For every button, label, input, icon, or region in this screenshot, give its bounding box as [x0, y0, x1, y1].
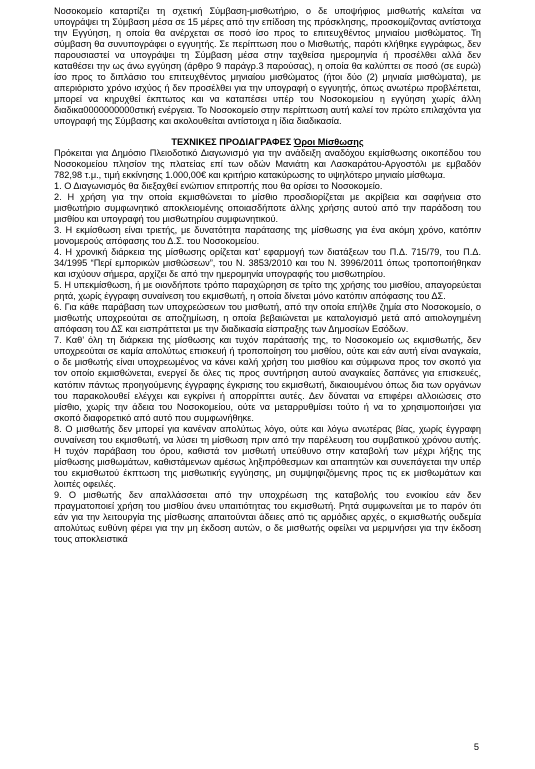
- section-heading-underlined: Όροι Μίσθωσης: [293, 136, 364, 147]
- term-item: 9. Ο μισθωτής δεν απαλλάσσεται από την υποχρέωση της καταβολής του ενοικίου εάν δεν πραγματοποιεί χρήση του μισθίου άνευ υπαιτιότητας του εκμισθωτή. Ρητά συμφωνείται με το παρόν ότι εάν για την λειτουργία της μίσθωσης απαιτούνται άδειες από τις αρμόδιες αρχές, ο εκμισθωτής ουδεμία απολύτως ευθύνη φέρει για την μη έκδοση αυτών, ο δε μισθωτής οφείλει να μεριμνήσει για την έκδοση τους αποκλειστικά: [54, 489, 481, 545]
- term-item: 4. Η χρονική διάρκεια της μίσθωσης ορίζεται κατ’ εφαρμογή των διατάξεων του Π.Δ. 715/79, του Π.Δ. 34/1995 “Περί εμπορικών μισθώσεων”, του Ν. 3853/2010 και του Ν. 3996/2011 όπως τροποποιήθηκαν και ισχύουν σήμερα, αρχίζει δε από την ημερομηνία υπογραφής του μισθωτηρίου.: [54, 246, 481, 280]
- section-heading: [54, 137, 481, 148]
- term-item: 1. Ο Διαγωνισμός θα διεξαχθεί ενώπιον επιτροπής που θα ορίσει το Νοσοκομείο.: [54, 180, 383, 191]
- section-heading-prefix: ΤΕΧΝΙΚΕΣ ΠΡΟΔΙΑΓΡΑΦΕΣ: [171, 136, 294, 147]
- term-item: 5. Η υπεκμίσθωση, ή με οιονδήποτε τρόπο παραχώρηση σε τρίτο της χρήσης του μισθίου, απαγορεύεται ρητά, χωρίς έγγραφη συναίνεση του εκμισθωτή, η οποία δίνεται μόνο κατόπιν απόφασης του ΔΣ.: [54, 280, 481, 302]
- term-item: 2. Η χρήση για την οποία εκμισθώνεται το μίσθιο προσδιορίζεται με ακρίβεια και σαφήνεια στο μισθωτήριο συμφωνητικό αποκλειομένης οποιασδήποτε άλλης χρήσης αυτού από την παράδοση του μισθίου και υπογραφή του μισθωτηρίου συμφωνητικού.: [54, 191, 481, 224]
- intro-paragraph: Νοσοκομείο καταρτίζει τη σχετική Σύμβαση-μισθωτήριο, ο δε υποψήφιος μισθωτής καλείται να υπογράψει τη Σύμβαση μέσα σε 15 μέρες από την επίδοση της πρόσκλησης, προσκομίζοντας αντίστοιχα την Εγγύηση, η οποία θα ανέρχεται σε ποσό ίσο προς το επιτευχθέντος μηνιαίου μισθώματος. Τη σύμβαση θα συνυπογράφει ο εγγυητής. Σε περίπτωση που ο Μισθωτής, παρότι κλήθηκε εγγράφως, δεν παρουσιαστεί να υπογράψει τη Σύμβαση μέσα στην ταχθείσα ημερομηνία ή προσέλθει αλλά δεν καταθέσει την ως άνω εγγύηση (άρθρο 9 παράγρ.3 παρούσας), η οποία θα καλύπτει σε ποσό (σε ευρώ) ίσο προς το διπλάσιο του επιτευχθέντος μηνιαίου μισθώματος (ήτοι δύο (2) μηνιαία μισθώματα), με απεριόριστο χρόνο ισχύος ή δεν προσέλθει για την υπογραφή ο εγγυητής, όπως ανωτέρω προβλέπεται, μπορεί να κηρυχθεί έκπτωτος και να καταπέσει υπέρ του Νοσοκομείου η εγγύηση χωρίς άλλη διαδικα0000000000στική ενέργεια. Το Νοσοκομείο στην περίπτωση αυτή καλεί τον πρώτο επιλαχόντα για υπογραφή της Σύμβασης και ακολουθείται αντίστοιχα η ίδια διαδικασία.: [54, 6, 481, 127]
- page-number: 5: [473, 742, 479, 752]
- term-item: 7. Καθ’ όλη τη διάρκεια της μίσθωσης και τυχόν παράτασής της, το Νοσοκομείο ως εκμισθωτής, δεν υποχρεούται σε καμία απολύτως επισκευή ή τροποποίηση του μισθίου, ούτε και εάν αυτή είναι αναγκαία, ο δε μισθωτής είναι υποχρεωμένος να κάνει καλή χρήση του μισθίου και σύμφωνα προς τον σκοπό για τον οποίο εκμισθώνεται, ενεργεί δε όλες τις προς συντήρηση αυτού αναγκαίες δαπάνες για επισκευές, κατόπιν πάντως προηγούμενης έγγραφης έγκρισης του εκμισθωτή, δικαιουμένου όπως δια των οργάνων του παρακολουθεί ελέγχει και εγκρίνει ή απορρίπτει αυτές. Δεν δύναται να επιφέρει αλλοιώσεις στο μίσθιο, χωρίς την άδεια του Νοσοκομείου, ούτε να μεταρρυθμίσει τούτο ή να το χρησιμοποιήσει για σκοπό διαφορετικό από αυτό που συμφωνήθηκε.: [54, 335, 481, 423]
- spacer: [54, 128, 481, 137]
- term-item: 3. Η εκμίσθωση είναι τριετής, με δυνατότητα παράτασης της μίσθωσης για ένα ακόμη χρόνο, κατόπιν μονομερούς απόφασης του Δ.Σ. του Νοσοκομείου.: [54, 224, 481, 246]
- term-item: 6. Για κάθε παράβαση των υποχρεώσεων του μισθωτή, από την οποία επήλθε ζημία στο Νοσοκομείο, ο μισθωτής υποχρεούται σε αποζημίωση, η οποία βεβαιώνεται με καταλογισμό μετά από αιτιολογημένη απόφαση του ΔΣ και εισπράττεται με την διαδικασία είσπραξης των Δημοσίων Εσόδων.: [54, 302, 481, 335]
- section-intro-paragraph: Πρόκειται για Δημόσιο Πλειοδοτικό Διαγωνισμό για την ανάδειξη αναδόχου εκμίσθωσης οικοπέδου του Νοσοκομείου πλησίον της πλατείας επί των οδών Μανιάτη και Λασκαράτου-Αργοστόλι με εμβαδόν 782,98 τ.μ., τιμή εκκίνησης 1.000,00€ και κριτήριο κατακύρωσης το υψηλότερο μηνιαίο μίσθωμα.: [54, 147, 481, 180]
- term-item: 8. Ο μισθωτής δεν μπορεί για κανέναν απολύτως λόγο, ούτε και λόγω ανωτέρας βίας, χωρίς έγγραφη συναίνεση του εκμισθωτή, να λύσει τη μίσθωση πριν από την παρέλευση του συμβατικού χρόνου αυτής. Η τυχόν παράβαση του όρου, καθιστά τον μισθωτή υπεύθυνο στην καταβολή των μέχρι λήξης της μίσθωσης μισθωμάτων, καθιστάμενων αμέσως ληξιπρόθεσμων και απαιτητών και συνεπάγεται την υπέρ του εκμισθωτού έκπτωση της μισθωτικής εγγύησης, μη συμψηφιζόμενης προς τις εκ μισθωμάτων και λοιπές οφειλές.: [54, 423, 481, 489]
